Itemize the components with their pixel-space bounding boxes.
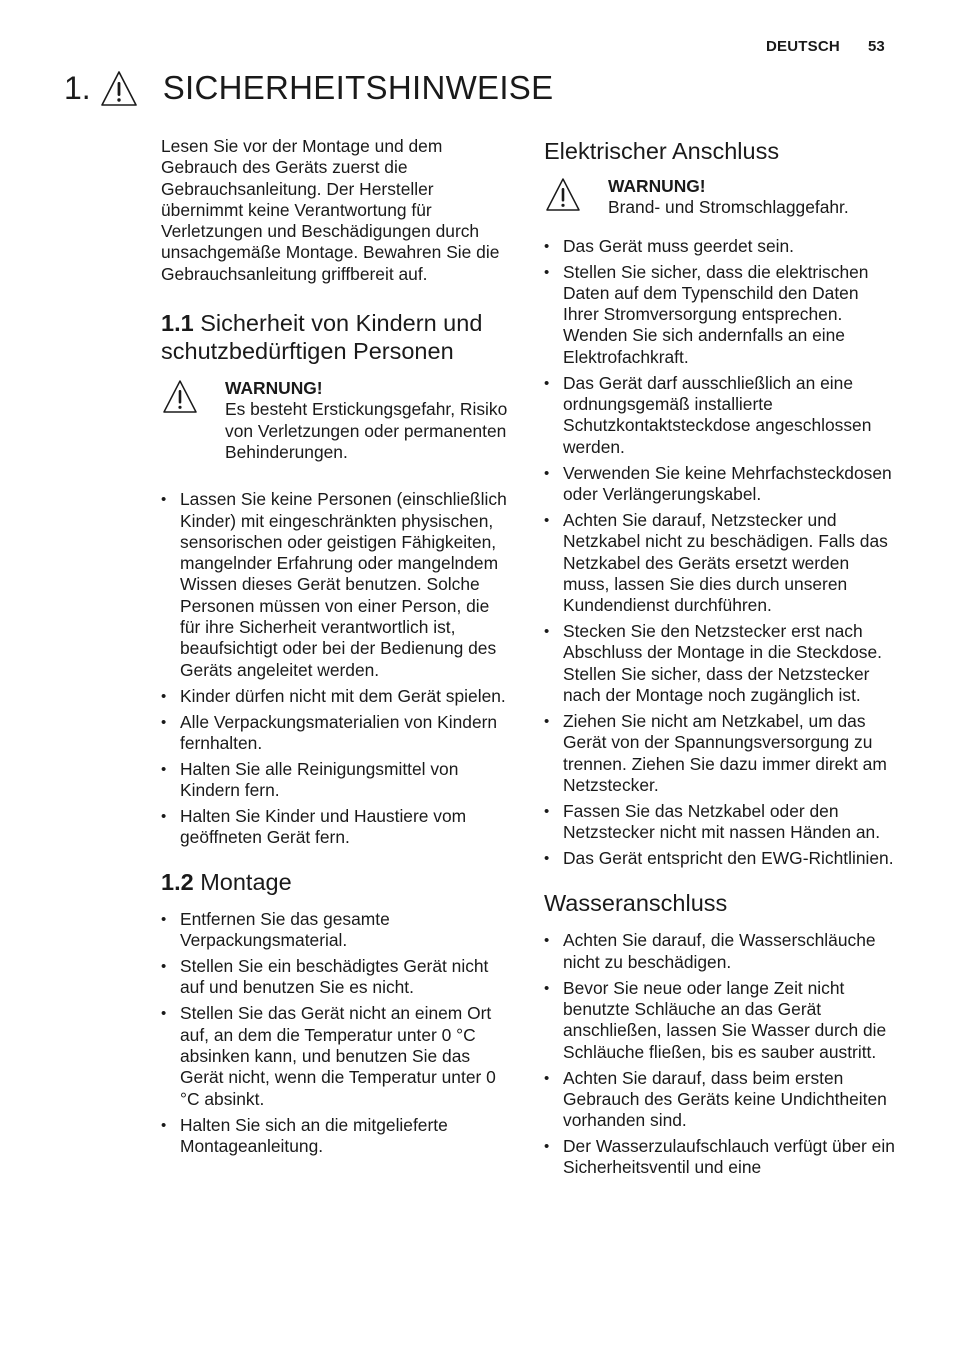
warning-triangle-icon: [161, 378, 199, 416]
list-item: • Halten Sie sich an die mitgelieferte Montageanleitung.: [161, 1115, 513, 1158]
header-language: DEUTSCH: [766, 38, 840, 55]
intro-paragraph: Lesen Sie vor der Montage und dem Gebrauch des Geräts zuerst die Gebrauchsanleitung. Der Hersteller übernimmt keine Verantwortung für Verletzungen und Beschädigungen durch unsachgemäße Montage. Bewahren Sie die Gebrauchsanleitung griffbereit auf.: [161, 136, 500, 284]
list-item: • Stellen Sie das Gerät nicht an einem Ort auf, an dem die Temperatur unter 0 °C absinken kann, und benutzen Sie das Gerät nicht, wenn die Temperatur unter 0 °C absinkt.: [161, 1003, 513, 1109]
list-item: • Das Gerät muss geerdet sein.: [544, 236, 899, 257]
right-column: [544, 136, 899, 1183]
list-item: • Lassen Sie keine Personen (einschließlich Kinder) mit eingeschränkten physischen, sensorischen oder geistigen Fähigkeiten, mangelnder Erfahrung oder mangelndem Wissen dieses Gerät benutzen. Solche Personen müssen von einer Person, die für ihre Sicherheit verantwortlich ist, beaufsichtigt oder bei der Bedienung des Geräts angeleitet werden.: [161, 489, 513, 681]
warning-body: [225, 378, 513, 463]
list-item: • Verwenden Sie keine Mehrfachsteckdosen oder Verlängerungskabel.: [544, 463, 899, 506]
list-item: • Achten Sie darauf, Netzstecker und Netzkabel nicht zu beschädigen. Falls das Netzkabel des Geräts ersetzt werden muss, lassen Sie dies durch unseren Kundendienst durchführen.: [544, 510, 899, 616]
list-item: • Halten Sie alle Reinigungsmittel von Kindern fern.: [161, 759, 513, 802]
warning-body: [608, 176, 849, 219]
section-heading-elektrisch: Elektrischer Anschluss: [544, 138, 780, 164]
section-title: Sicherheit von Kindern und schutzbedürftigen Personen: [161, 310, 483, 365]
list-item: • Stecken Sie den Netzstecker erst nach Abschluss der Montage in die Steckdose. Stellen Sie sicher, dass der Netzstecker nach der Montage noch zugänglich ist.: [544, 621, 899, 706]
list-item: • Ziehen Sie nicht am Netzkabel, um das Gerät von der Spannungsversorgung zu trennen. Ziehen Sie dazu immer direkt am Netzstecker.: [544, 711, 899, 796]
list-item: • Achten Sie darauf, dass beim ersten Gebrauch des Geräts keine Undichtheiten vorhanden sind.: [544, 1068, 899, 1132]
warning-box: [161, 378, 513, 463]
list-item: • Der Wasserzulaufschlauch verfügt über ein Sicherheitsventil und eine: [544, 1136, 899, 1179]
list-item: • Stellen Sie ein beschädigtes Gerät nicht auf und benutzen Sie es nicht.: [161, 956, 513, 999]
list-item: • Kinder dürfen nicht mit dem Gerät spielen.: [161, 686, 513, 707]
warning-box: [544, 176, 899, 219]
bullet-list: [161, 489, 513, 849]
list-item: • Das Gerät entspricht den EWG-Richtlinien.: [544, 848, 899, 869]
section-heading-wasser: Wasseranschluss: [544, 890, 728, 917]
list-item: • Achten Sie darauf, die Wasserschläuche nicht zu beschädigen.: [544, 930, 899, 973]
warning-triangle-icon: [544, 176, 582, 214]
section-title: Montage: [200, 868, 292, 895]
bullet-list: [161, 909, 513, 1157]
section-heading-1-2: [161, 868, 513, 896]
section-heading-1-1: [161, 309, 513, 365]
page-title: [64, 64, 553, 112]
left-column: [161, 136, 513, 1162]
list-item: • Fassen Sie das Netzkabel oder den Netzstecker nicht mit nassen Händen an.: [544, 801, 899, 844]
list-item: • Bevor Sie neue oder lange Zeit nicht benutzte Schläuche an das Gerät anschließen, lassen Sie Wasser durch die Schläuche fließen, bis es sauber austritt.: [544, 978, 899, 1063]
title-text: SICHERHEITSHINWEISE: [162, 69, 554, 106]
list-item: • Halten Sie Kinder und Haustiere vom geöffneten Gerät fern.: [161, 806, 513, 849]
warning-text: Es besteht Erstickungsgefahr, Risiko von Verletzungen oder permanenten Behinderungen.: [225, 399, 508, 462]
list-item: • Alle Verpackungsmaterialien von Kindern fernhalten.: [161, 712, 513, 755]
section-number: 1.2: [161, 868, 194, 895]
section-number: 1.1: [161, 310, 194, 337]
bullet-list: [544, 930, 899, 1178]
warning-text: Brand- und Stromschlaggefahr.: [608, 197, 849, 218]
page-number: 53: [868, 38, 885, 55]
list-item: • Stellen Sie sicher, dass die elektrischen Daten auf dem Typenschild den Daten Ihrer Stromversorgung entsprechen. Wenden Sie sich andernfalls an eine Elektrofachkraft.: [544, 262, 899, 368]
list-item: • Entfernen Sie das gesamte Verpackungsmaterial.: [161, 909, 513, 952]
warning-triangle-icon: [99, 69, 139, 109]
bullet-list: [544, 236, 899, 870]
warning-title: WARNUNG!: [225, 378, 323, 399]
title-number: 1.: [64, 70, 91, 106]
warning-title: WARNUNG!: [608, 176, 706, 196]
list-item: • Das Gerät darf ausschließlich an eine ordnungsgemäß installierte Schutzkontaktsteckdose angeschlossen werden.: [544, 373, 899, 458]
